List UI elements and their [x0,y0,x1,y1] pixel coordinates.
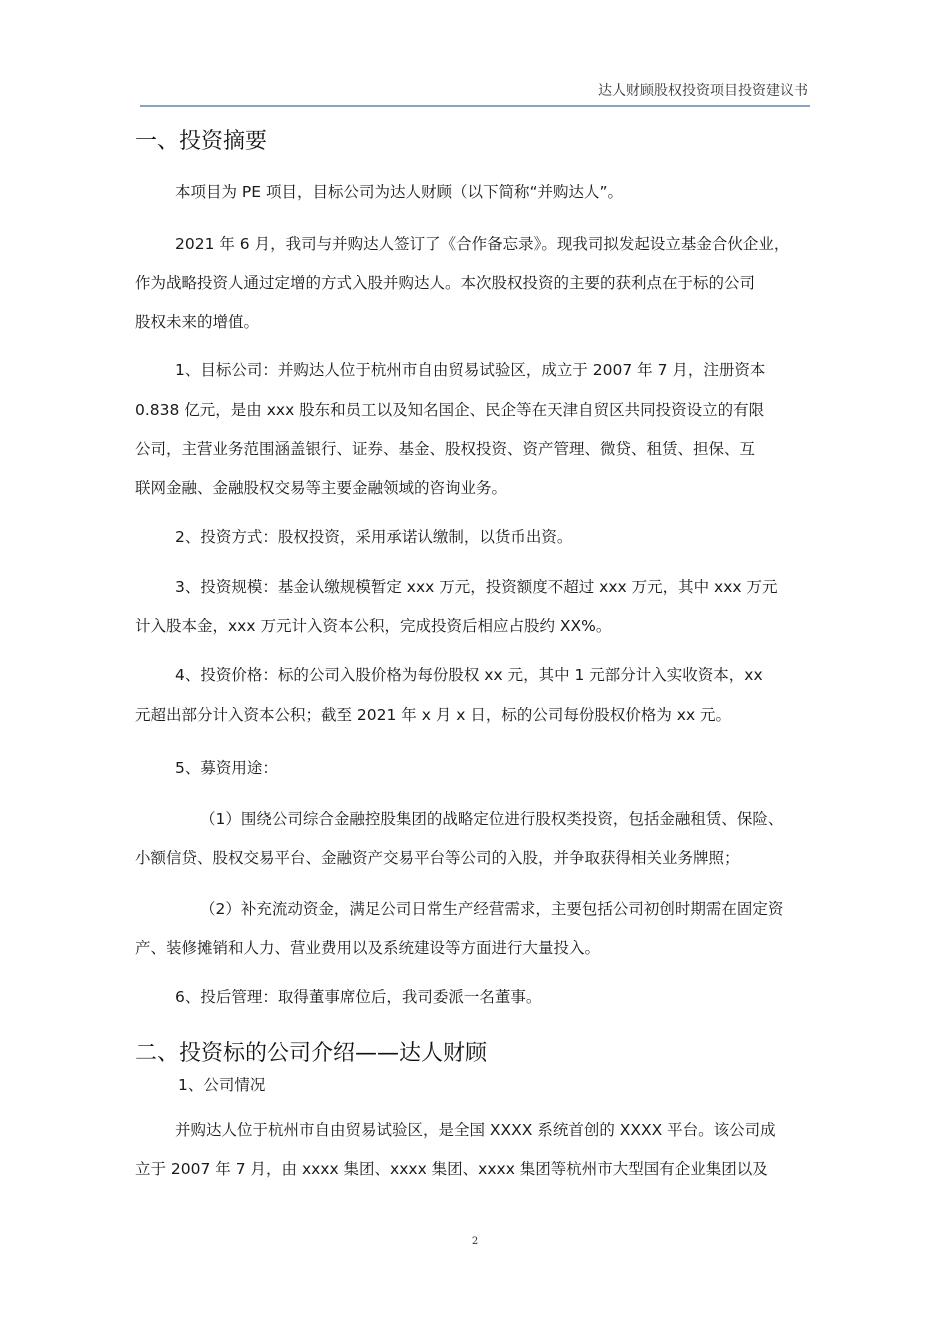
paragraph-line: 2021 年 6 月，我司与并购达人签订了《合作备忘录》。现我司拟发起设立基金合伙企业， [175,235,790,253]
paragraph-line: 3、投资规模：基金认缴规模暂定 xxx 万元，投资额度不超过 xxx 万元，其中 xxx 万元 [175,578,778,596]
paragraph-line: 联网金融、金融股权交易等主要金融领域的咨询业务。 [135,479,508,497]
paragraph-line: 5、募资用途： [175,759,278,777]
paragraph-line: 4、投资价格：标的公司入股价格为每份股权 xx 元，其中 1 元部分计入实收资本，xx [175,666,763,684]
paragraph-line: （2）补充流动资金，满足公司日常生产经营需求，主要包括公司初创时期需在固定资 [200,900,784,918]
paragraph-line: 股权未来的增值。 [135,313,260,331]
paragraph-line: 计入股本金，xxx 万元计入资本公积，完成投资后相应占股约 XX%。 [135,617,612,635]
section-heading-investment-summary: 一、投资摘要 [135,129,268,154]
paragraph-line: 6、投后管理：取得董事席位后，我司委派一名董事。 [175,988,542,1006]
paragraph-line: 2、投资方式：股权投资，采用承诺认缴制，以货币出资。 [175,528,573,546]
paragraph-line: 产、装修摊销和人力、营业费用以及系统建设等方面进行大量投入。 [135,939,601,957]
paragraph-line: 小额信贷、股权交易平台、金融资产交易平台等公司的入股，并争取获得相关业务牌照； [135,849,740,867]
paragraph-line: 本项目为 PE 项目，目标公司为达人财顾（以下简称“并购达人”。 [175,183,624,201]
paragraph-line: 1、目标公司：并购达人位于杭州市自由贸易试验区，成立于 2007 年 7 月，注册资本 [175,361,766,379]
paragraph-line: 并购达人位于杭州市自由贸易试验区，是全国 XXXX 系统首创的 XXXX 平台。该公司成 [175,1121,776,1139]
page-number: 2 [471,1236,479,1247]
paragraph-line: （1）围绕公司综合金融控股集团的战略定位进行股权类投资，包括金融租赁、保险、 [200,810,784,828]
subsection-heading: 1、公司情况 [178,1076,266,1094]
paragraph-line: 元超出部分计入资本公积；截至 2021 年 x 月 x 日，标的公司每份股权价格为 xx 元。 [135,706,732,724]
section-heading-company-intro: 二、投资标的公司介绍——达人财顾 [135,1041,488,1066]
paragraph-line: 公司，主营业务范围涵盖银行、证券、基金、股权投资、资产管理、微贷、租赁、担保、互 [135,440,756,458]
header-divider [140,105,810,107]
running-header: 达人财顾股权投资项目投资建议书 [598,83,808,99]
paragraph-line: 立于 2007 年 7 月，由 xxxx 集团、xxxx 集团、xxxx 集团等杭州市大型国有企业集团以及 [135,1160,768,1178]
paragraph-line: 0.838 亿元，是由 xxx 股东和员工以及知名国企、民企等在天津自贸区共同投资设立的有限 [135,401,765,419]
paragraph-line: 作为战略投资人通过定增的方式入股并购达人。本次股权投资的主要的获利点在于标的公司 [135,274,756,292]
